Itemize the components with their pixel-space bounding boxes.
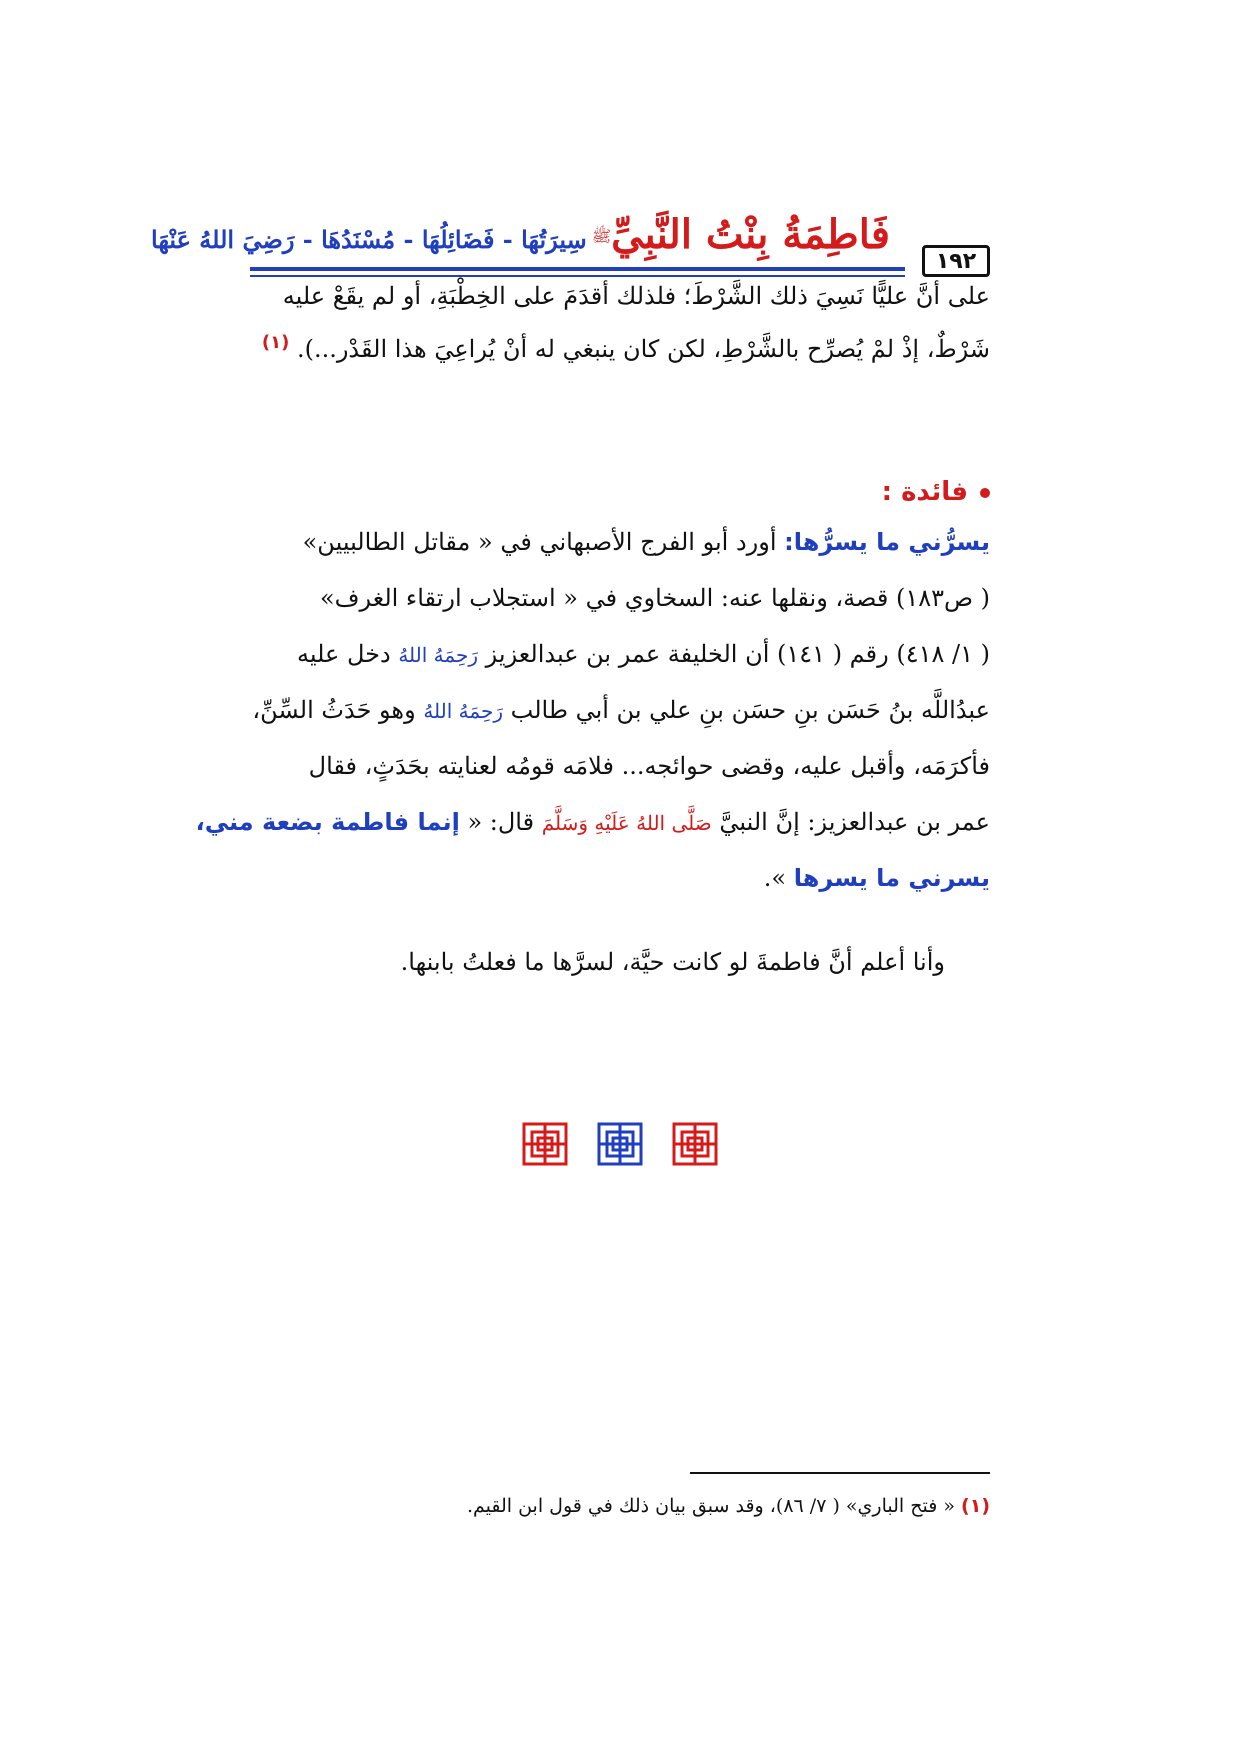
text-line: وأنا أعلم أنَّ فاطمةَ لو كانت حيَّة، لسرَّها ما فعلتُ بابنها. bbox=[400, 948, 945, 976]
section-end-ornaments bbox=[520, 1120, 720, 1168]
text-line: فأكرَمَه، وأقبل عليه، وقضى حوائجه... فلامَه قومُه لعنايته بحَدَثٍ، فقال bbox=[308, 752, 990, 780]
header-rule-thick bbox=[250, 267, 905, 271]
text-line: يسرني ما يسرها ». bbox=[763, 864, 990, 892]
footnote-number: (١) bbox=[961, 1495, 990, 1517]
honorific-mark: ﷺ bbox=[591, 226, 612, 246]
paragraph-2 bbox=[195, 528, 990, 928]
knot-ornament-icon bbox=[520, 1120, 570, 1168]
running-title bbox=[151, 211, 890, 258]
text-line: يسرُّني ما يسرُّها: أورد أبو الفرج الأصبهاني في « مقاتل الطالبيين» bbox=[302, 528, 990, 556]
footnote-text: « فتح الباري» ( ٧/ ٨٦)، وقد سبق بيان ذلك في قول ابن القيم. bbox=[466, 1495, 955, 1517]
hadith-quote: يسرني ما يسرها bbox=[793, 864, 990, 892]
section-heading: فائدة : bbox=[882, 477, 990, 507]
paragraph-1 bbox=[255, 282, 990, 372]
honorific-phrase: رَحِمَهُ اللهُ bbox=[423, 699, 503, 723]
page-number: ١٩٢ bbox=[922, 245, 990, 277]
bullet-icon bbox=[980, 488, 990, 498]
page-header bbox=[151, 205, 995, 285]
footnote bbox=[467, 1495, 990, 1517]
header-rule-thin bbox=[250, 275, 905, 277]
text-line: عمر بن عبدالعزيز: إنَّ النبيَّ صَلَّى اللهُ عَلَيْهِ وَسَلَّمَ قال: « إنما فاطمة بضعة مني، bbox=[195, 808, 990, 836]
knot-ornament-icon bbox=[670, 1120, 720, 1168]
text-line: شَرْطٌ، إذْ لمْ يُصرِّح بالشَّرْطِ، لكن كان ينبغي له أنْ يُراعِيَ هذا القَدْر...). $^{(١)}$ bbox=[261, 332, 990, 363]
book-subtitle: سِيرَتُهَا - فَضَائِلُهَا - مُسْنَدُهَا - رَضِيَ اللهُ عَنْهَا bbox=[151, 225, 587, 254]
paragraph-3 bbox=[255, 948, 990, 988]
knot-ornament-icon bbox=[595, 1120, 645, 1168]
honorific-phrase: صَلَّى اللهُ عَلَيْهِ وَسَلَّمَ bbox=[541, 811, 712, 835]
footnote-separator bbox=[690, 1472, 990, 1474]
text-line: على أنَّ عليًّا نَسِيَ ذلك الشَّرْطَ؛ فلذلك أقدَمَ على الخِطْبَةِ، أو لم يقَعْ عليه bbox=[282, 282, 990, 310]
text-line: ( ص١٨٣) قصة، ونقلها عنه: السخاوي في « استجلاب ارتقاء الغرف» bbox=[319, 584, 990, 612]
footnote-reference[interactable]: (١) bbox=[261, 332, 290, 353]
honorific-phrase: رَحِمَهُ اللهُ bbox=[398, 643, 478, 667]
text-line: عبدُاللَّه بنُ حَسَن بنِ حسَن بنِ علي بن أبي طالب رَحِمَهُ اللهُ وهو حَدَثُ السِّنِّ، bbox=[252, 696, 990, 724]
hadith-quote: إنما فاطمة بضعة مني، bbox=[195, 808, 460, 836]
text-line: ( ١/ ٤١٨) رقم ( ١٤١) أن الخليفة عمر بن عبدالعزيز رَحِمَهُ اللهُ دخل عليه bbox=[296, 640, 990, 668]
book-title: فَاطِمَةُ بِنْتُ النَّبِيِّ bbox=[611, 211, 890, 258]
lead-phrase: يسرُّني ما يسرُّها: bbox=[784, 528, 990, 556]
